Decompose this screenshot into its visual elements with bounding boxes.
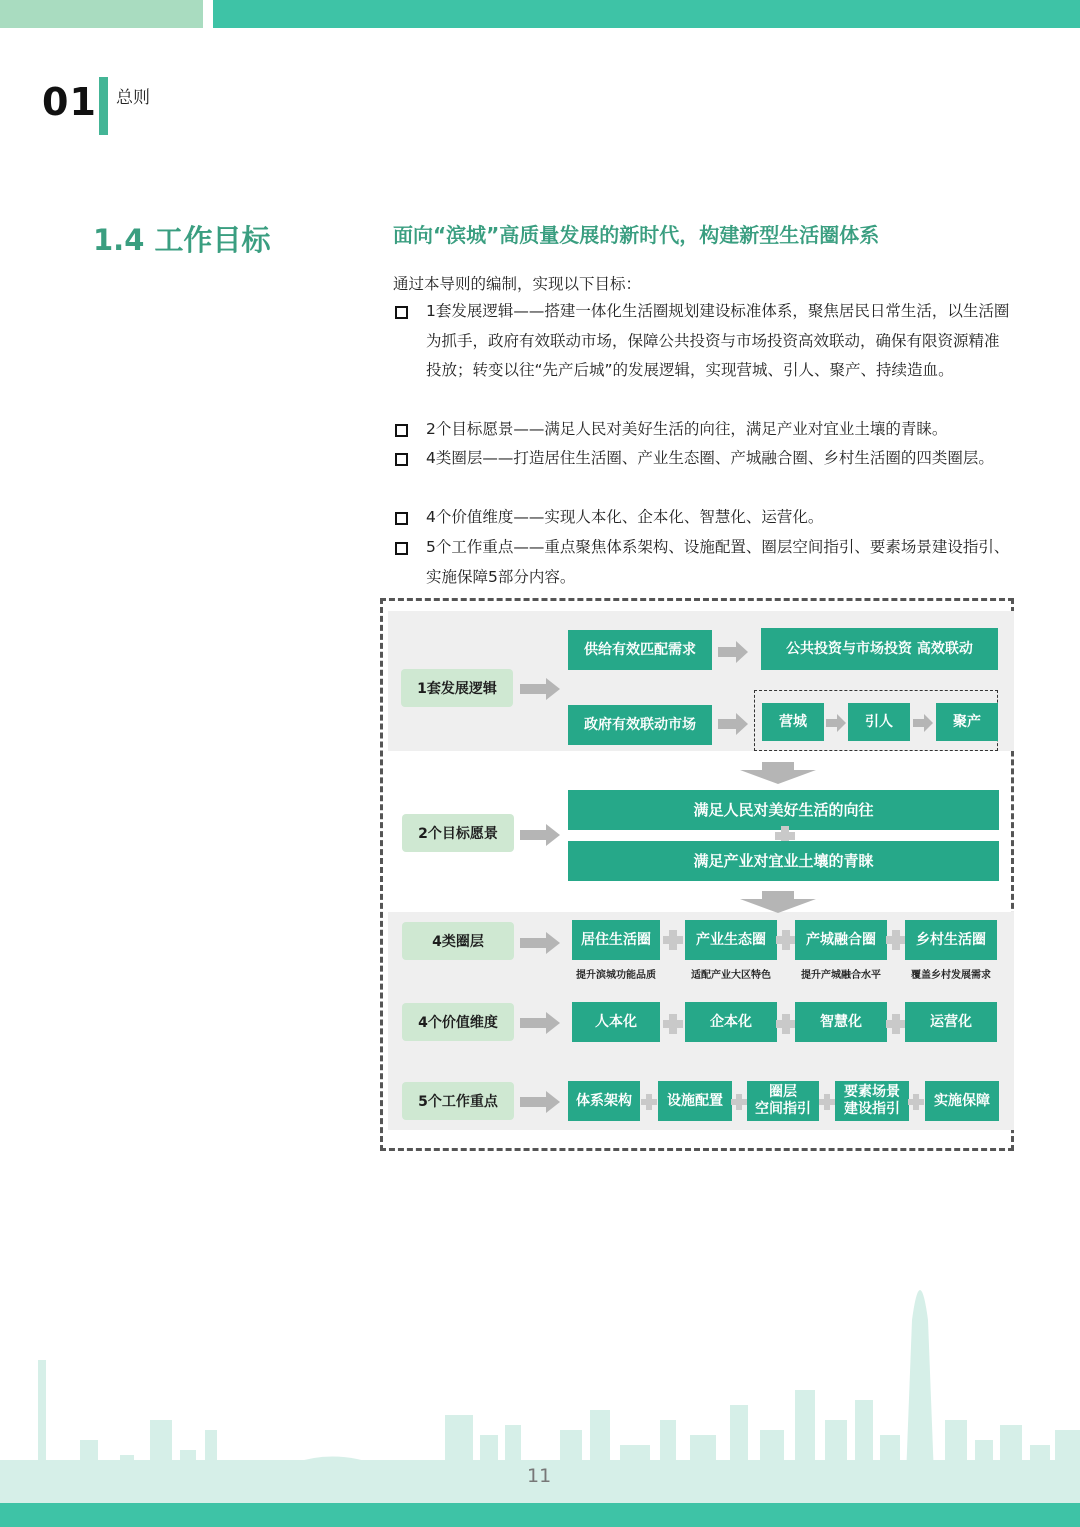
checkbox-icon xyxy=(395,424,408,437)
arrow-right-icon xyxy=(718,713,748,735)
arrow-right-icon xyxy=(520,932,560,954)
row5-label: 5个工作重点 xyxy=(402,1082,514,1120)
goal-item-1 xyxy=(393,297,1013,386)
intro-text: 通过本导则的编制，实现以下目标： xyxy=(393,275,642,293)
value-box: 智慧化 xyxy=(795,1002,887,1042)
layer-box: 产业生态圈 xyxy=(685,920,777,960)
goal-text: 4个价值维度——实现人本化、企本化、智慧化、运营化。 xyxy=(426,508,824,526)
layer-desc: 提升产城融合水平 xyxy=(801,970,881,981)
section-title: 1.4 工作目标 xyxy=(93,223,271,257)
chapter-divider xyxy=(99,77,108,135)
goal-text: 2个目标愿景——满足人民对美好生活的向往，满足产业对宜业土壤的青睐。 xyxy=(426,420,948,438)
arrow-right-icon xyxy=(520,824,560,846)
goal-text: 5个工作重点——重点聚焦体系架构、设施配置、圈层空间指引、要素场景建设指引、实施保障5部分内容。 xyxy=(426,538,1010,586)
layer-box: 居住生活圈 xyxy=(572,920,660,960)
plus-icon xyxy=(886,930,906,950)
plus-icon xyxy=(776,1014,796,1034)
plus-icon xyxy=(663,930,683,950)
section-headline: 面向“滨城”高质量发展的新时代，构建新型生活圈体系 xyxy=(393,223,880,247)
arrow-right-icon xyxy=(826,714,846,732)
goal-item-3 xyxy=(393,444,1013,474)
box-supply: 供给有效匹配需求 xyxy=(568,630,712,670)
step-box: 营城 xyxy=(762,703,824,741)
plus-icon xyxy=(908,1094,924,1110)
focus-box: 圈层 空间指引 xyxy=(747,1081,819,1121)
checkbox-icon xyxy=(395,512,408,525)
checkbox-icon xyxy=(395,542,408,555)
layer-desc: 提升滨城功能品质 xyxy=(576,970,656,981)
row1-label: 1套发展逻辑 xyxy=(401,669,513,707)
row4-label: 4个价值维度 xyxy=(402,1003,514,1041)
arrow-right-icon xyxy=(520,678,560,700)
arrow-right-icon xyxy=(520,1012,560,1034)
arrow-down-icon xyxy=(740,891,816,913)
goal-item-2 xyxy=(393,415,1013,445)
value-box: 人本化 xyxy=(572,1002,660,1042)
chapter-title: 总则 xyxy=(116,88,150,108)
checkbox-icon xyxy=(395,453,408,466)
focus-box: 体系架构 xyxy=(568,1081,640,1121)
page-number: 11 xyxy=(527,1465,552,1487)
value-box: 运营化 xyxy=(905,1002,997,1042)
checkbox-icon xyxy=(395,306,408,319)
plus-icon xyxy=(886,1014,906,1034)
value-box: 企本化 xyxy=(685,1002,777,1042)
step-box: 引人 xyxy=(848,703,910,741)
vision-box: 满足产业对宜业土壤的青睐 xyxy=(568,841,999,881)
plus-icon xyxy=(641,1094,657,1110)
row3-label: 4类圈层 xyxy=(402,922,514,960)
box-gov: 政府有效联动市场 xyxy=(568,705,712,745)
focus-box: 实施保障 xyxy=(925,1081,999,1121)
plus-icon xyxy=(731,1094,747,1110)
arrow-right-icon xyxy=(913,714,933,732)
top-bar-left xyxy=(0,0,203,28)
goal-text: 4类圈层——打造居住生活圈、产业生态圈、产城融合圈、乡村生活圈的四类圈层。 xyxy=(426,449,994,467)
layer-desc: 覆盖乡村发展需求 xyxy=(911,970,991,981)
step-box: 聚产 xyxy=(936,703,998,741)
top-bar-right xyxy=(213,0,1080,28)
goal-text: 1套发展逻辑——搭建一体化生活圈规划建设标准体系，聚焦居民日常生活，以生活圈为抓手，政府有效联动市场，保障公共投资与市场投资高效联动，确保有限资源精准投放；转变以往“先产后城”的发展逻辑，实现营城、引人、聚产、持续造血。 xyxy=(426,302,1010,379)
goal-item-4 xyxy=(393,503,1013,533)
focus-box: 要素场景 建设指引 xyxy=(835,1081,909,1121)
plus-icon xyxy=(776,930,796,950)
row2-label: 2个目标愿景 xyxy=(402,814,514,852)
arrow-right-icon xyxy=(520,1091,560,1113)
bottom-bar xyxy=(0,1503,1080,1527)
layer-box: 产城融合圈 xyxy=(795,920,887,960)
layer-box: 乡村生活圈 xyxy=(905,920,997,960)
focus-box: 设施配置 xyxy=(658,1081,732,1121)
arrow-down-icon xyxy=(740,762,816,784)
box-invest: 公共投资与市场投资 高效联动 xyxy=(761,628,998,670)
plus-icon xyxy=(663,1014,683,1034)
plus-icon xyxy=(819,1094,835,1110)
goal-item-5 xyxy=(393,533,1013,592)
chapter-number: 01 xyxy=(42,80,97,124)
arrow-right-icon xyxy=(718,641,748,663)
layer-desc: 适配产业大区特色 xyxy=(691,970,771,981)
vision-box: 满足人民对美好生活的向往 xyxy=(568,790,999,830)
